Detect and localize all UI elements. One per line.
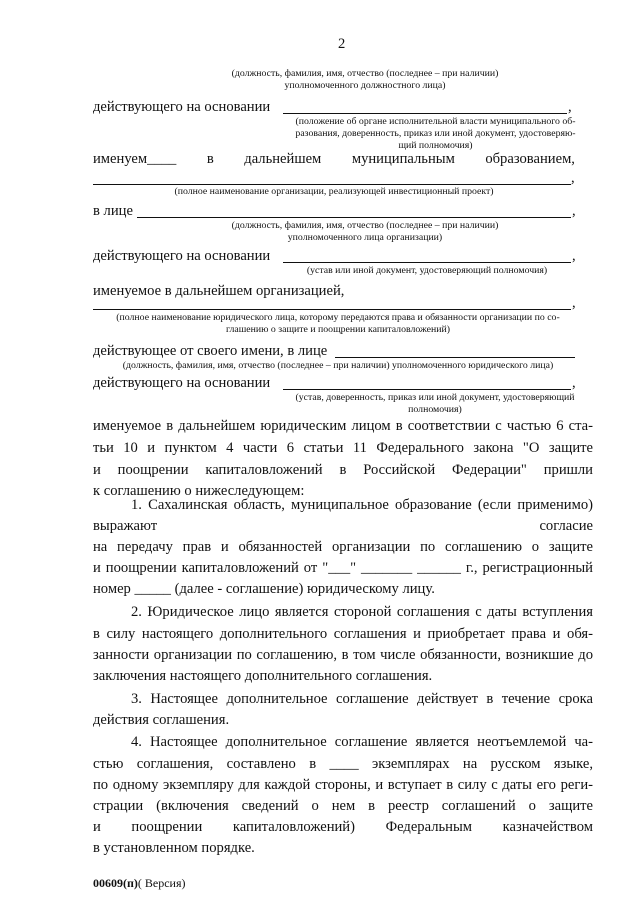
note-legal-person: (должность, фамилия, имя, отчество (последнее – при наличии) уполномоченного юридического лица) bbox=[122, 360, 554, 371]
p4-line-4: страции (включения сведений о нем в реестр соглашений о защите bbox=[93, 798, 593, 814]
intro-line-4: к соглашению о нижеследующем: bbox=[93, 483, 305, 499]
note-line: (должность, фамилия, имя, отчество (последнее – при наличии) bbox=[231, 68, 499, 79]
note-line: глашению о защите и поощрении капиталовложений) bbox=[226, 324, 450, 335]
page-number: 2 bbox=[338, 36, 346, 52]
note-basis-municipal bbox=[283, 116, 588, 152]
comma: , bbox=[568, 99, 572, 115]
word: муниципальным bbox=[351, 151, 455, 167]
word: в bbox=[206, 151, 214, 167]
note-charter: (устав или иной документ, удостоверяющий полномочия) bbox=[306, 265, 548, 276]
blank-line[interactable] bbox=[137, 217, 571, 218]
comma: , bbox=[572, 203, 576, 219]
note-official-name bbox=[200, 68, 530, 92]
blank-line[interactable] bbox=[93, 309, 571, 310]
word: поощрении bbox=[131, 819, 203, 835]
document-version: ( Версия) bbox=[137, 876, 186, 890]
blank-line[interactable] bbox=[283, 113, 567, 114]
note-line: разования, доверенность, приказ или иной документ, удостоверяю- bbox=[295, 128, 576, 139]
note-org-name: (полное наименование организации, реализующей инвестиционный проект) bbox=[174, 186, 494, 197]
named-org-label: именуемое в дальнейшем организацией, bbox=[93, 283, 345, 299]
note-legal-entity bbox=[88, 312, 588, 336]
intro-line-3: и поощрении капиталовложений в Российской Федерации" пришли bbox=[93, 462, 593, 478]
p1-line-2 bbox=[93, 518, 593, 534]
blank-line[interactable] bbox=[283, 389, 571, 390]
p4-line-5 bbox=[93, 819, 593, 835]
p3-line-1: 3. Настоящее дополнительное соглашение действует в течение срока bbox=[131, 691, 593, 707]
p2-line-4: заключения настоящего дополнительного соглашения. bbox=[93, 668, 433, 684]
p4-line-2: стью соглашения, составлено в ____ экземплярах на русском языке, bbox=[93, 756, 593, 772]
blank-line[interactable] bbox=[93, 184, 571, 185]
word: дальнейшем bbox=[244, 151, 322, 167]
note-line: уполномоченного лица организации) bbox=[287, 232, 443, 243]
comma: , bbox=[572, 248, 576, 264]
note-line: (должность, фамилия, имя, отчество (последнее – при наличии) bbox=[231, 220, 499, 231]
acting-own-name-label: действующее от своего имени, в лице bbox=[93, 343, 328, 359]
note-org-person bbox=[200, 220, 530, 244]
p1-line-1: 1. Сахалинская область, муниципальное образование (если применимо) bbox=[131, 497, 593, 513]
note-line: (положение об органе исполнительной власти муниципального об- bbox=[295, 116, 576, 127]
footer-code bbox=[93, 876, 186, 890]
word: Федеральным bbox=[385, 819, 473, 835]
basis-label-1: действующего на основании bbox=[93, 99, 271, 115]
p4-line-1: 4. Настоящее дополнительное соглашение является неотъемлемой ча- bbox=[131, 734, 593, 750]
p1-line-5: номер _____ (далее - соглашение) юридическому лицу. bbox=[93, 581, 435, 597]
note-line: (полное наименование юридического лица, которому передаются права и обязанности организации по со- bbox=[116, 312, 560, 323]
blank-line[interactable] bbox=[335, 357, 575, 358]
comma: , bbox=[572, 375, 576, 391]
intro-line-1: именуемое в дальнейшем юридическим лицом в соответствии с частью 6 ста- bbox=[93, 418, 593, 434]
document-code: 00609(п) bbox=[93, 876, 138, 890]
word: выражают bbox=[93, 518, 158, 534]
note-line: (устав, доверенность, приказ или иной документ, удостоверяющий bbox=[295, 392, 575, 403]
p1-line-3: на передачу прав и обязанностей организации по соглашению о защите bbox=[93, 539, 593, 555]
note-line: уполномоченного должностного лица) bbox=[284, 80, 446, 91]
p2-line-1: 2. Юридическое лицо является стороной соглашения с даты вступления bbox=[131, 604, 593, 620]
word: и bbox=[93, 819, 101, 835]
word: согласие bbox=[539, 518, 593, 534]
blank-line[interactable] bbox=[283, 262, 571, 263]
p4-line-3: по одному экземпляру для каждой стороны, и вступает в силу с даты его реги- bbox=[93, 777, 593, 793]
p4-line-6: в установленном порядке. bbox=[93, 840, 255, 856]
p2-line-2: в силу настоящего дополнительного соглашения и приобретает права и обя- bbox=[93, 626, 593, 642]
note-line: щий полномочия) bbox=[398, 140, 473, 151]
p2-line-3: занности организации по соглашению, в том числе обязанности, возникшие до bbox=[93, 647, 593, 663]
basis-label-2: действующего на основании bbox=[93, 248, 271, 264]
p3-line-2: действия соглашения. bbox=[93, 712, 230, 728]
in-person-label: в лице bbox=[93, 203, 133, 219]
comma: , bbox=[571, 170, 575, 186]
word: образованием, bbox=[485, 151, 575, 167]
basis-label-3: действующего на основании bbox=[93, 375, 271, 391]
note-charter-power bbox=[270, 392, 600, 416]
note-line: полномочия) bbox=[408, 404, 462, 415]
comma: , bbox=[572, 295, 576, 311]
word: казначейством bbox=[502, 819, 593, 835]
word: именуем____ bbox=[93, 151, 177, 167]
p1-line-4: и поощрении капиталовложений от "___" _______ ______ г., регистрационный bbox=[93, 560, 593, 576]
named-municipal-row bbox=[93, 151, 575, 167]
word: капиталовложений) bbox=[232, 819, 355, 835]
intro-line-2: тьи 10 и пунктом 4 части 6 статьи 11 Федерального закона "О защите bbox=[93, 440, 593, 456]
